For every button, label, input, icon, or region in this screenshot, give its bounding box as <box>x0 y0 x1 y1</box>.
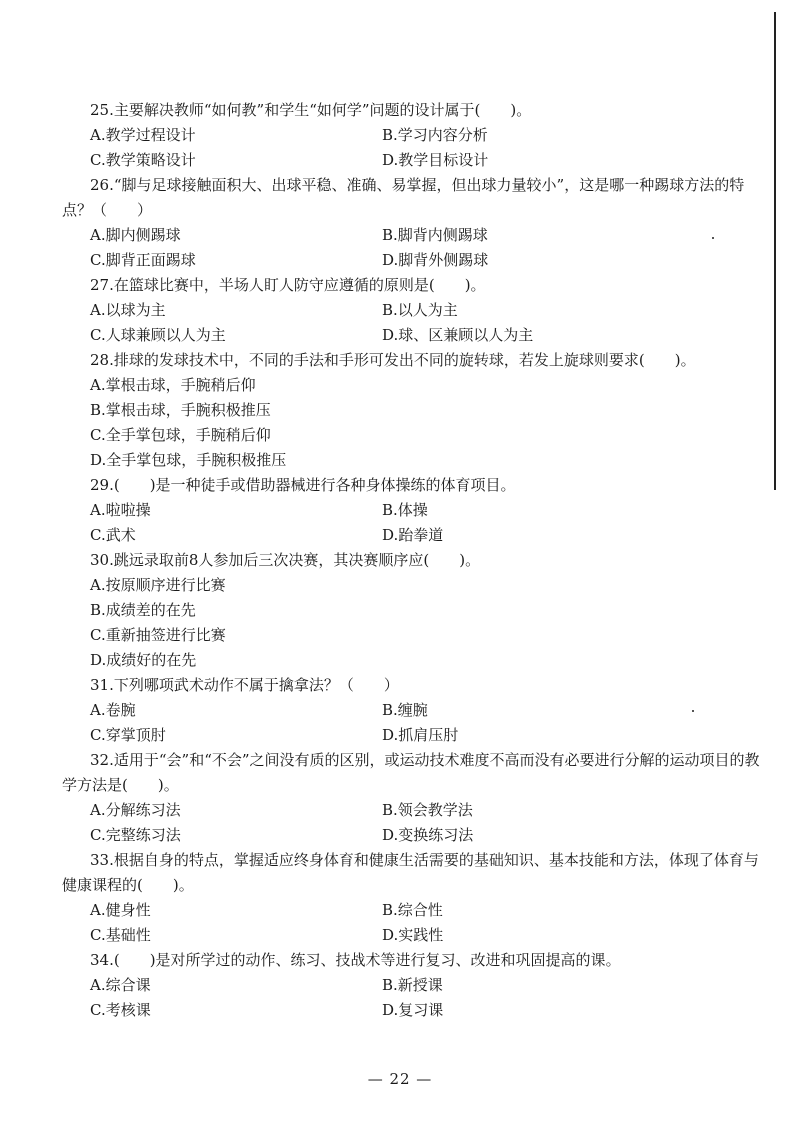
question-30 <box>62 548 772 673</box>
option-a: A.脚内侧踢球 <box>90 226 181 244</box>
options-grid <box>62 123 772 173</box>
binding-line <box>774 12 776 490</box>
option-d: D.实践性 <box>382 926 444 944</box>
question-25 <box>62 98 772 173</box>
option-b: B.学习内容分析 <box>382 126 488 144</box>
option-d: D.变换练习法 <box>382 826 474 844</box>
option-d: D.抓肩压肘 <box>382 726 459 744</box>
option-b: B.缠腕 <box>382 701 428 719</box>
option-d: D.球、区兼顾以人为主 <box>382 326 534 344</box>
option-a: A.以球为主 <box>90 301 166 319</box>
option-a: A.分解练习法 <box>90 801 181 819</box>
question-27 <box>62 273 772 348</box>
question-stem: 26.“脚与足球接触面积大、出球平稳、准确、易掌握，但出球力量较小”，这是哪一种踢球方法的特点？（ ） <box>62 176 745 219</box>
option-c: C.基础性 <box>90 926 151 944</box>
options-column <box>62 573 772 673</box>
option-c: C.考核课 <box>90 1001 151 1019</box>
option-c: C.教学策略设计 <box>90 151 196 169</box>
option-b: B.新授课 <box>382 976 443 994</box>
question-stem: 30.跳远录取前8人参加后三次决赛，其决赛顺序应( )。 <box>90 551 481 569</box>
option-d: D.全手掌包球，手腕积极推压 <box>90 451 287 469</box>
options-grid <box>62 498 772 548</box>
option-a: A.按原顺序进行比赛 <box>90 576 226 594</box>
question-stem: 28.排球的发球技术中，不同的手法和手形可发出不同的旋转球，若发上旋球则要求( )。 <box>90 351 696 369</box>
option-c: C.人球兼顾以人为主 <box>90 326 226 344</box>
option-c: C.全手掌包球，手腕稍后仰 <box>90 426 271 444</box>
option-a: A.啦啦操 <box>90 501 151 519</box>
options-grid <box>62 973 772 1023</box>
option-d: D.教学目标设计 <box>382 151 489 169</box>
question-28 <box>62 348 772 473</box>
options-grid <box>62 798 772 848</box>
option-b: B.综合性 <box>382 901 443 919</box>
question-33 <box>62 848 772 948</box>
option-a: A.掌根击球，手腕稍后仰 <box>90 376 256 394</box>
option-a: A.教学过程设计 <box>90 126 196 144</box>
option-c: C.完整练习法 <box>90 826 181 844</box>
question-26 <box>62 173 772 273</box>
option-d: D.成绩好的在先 <box>90 651 197 669</box>
option-b: B.掌根击球，手腕积极推压 <box>90 401 271 419</box>
option-b: B.脚背内侧踢球 <box>382 226 488 244</box>
question-stem: 32.适用于“会”和“不会”之间没有质的区别，或运动技术难度不高而没有必要进行分解的运动项目的教学方法是( )。 <box>62 751 760 794</box>
option-c: C.脚背正面踢球 <box>90 251 196 269</box>
question-stem: 34.( )是对所学过的动作、练习、技战术等进行复习、改进和巩固提高的课。 <box>90 951 621 969</box>
options-column <box>62 373 772 473</box>
page-number: — 22 — <box>367 1070 433 1088</box>
option-b: B.领会教学法 <box>382 801 473 819</box>
question-34 <box>62 948 772 1023</box>
option-a: A.卷腕 <box>90 701 136 719</box>
option-a: A.健身性 <box>90 901 151 919</box>
options-grid <box>62 223 772 273</box>
option-b: B.体操 <box>382 501 428 519</box>
option-c: C.穿掌顶肘 <box>90 726 166 744</box>
question-stem: 33.根据自身的特点，掌握适应终身体育和健康生活需要的基础知识、基本技能和方法，体现了体育与健康课程的( )。 <box>62 851 759 894</box>
question-stem: 25.主要解决教师“如何教”和学生“如何学”问题的设计属于( )。 <box>90 101 532 119</box>
question-stem: 27.在篮球比赛中，半场人盯人防守应遵循的原则是( )。 <box>90 276 486 294</box>
question-32 <box>62 748 772 848</box>
question-stem: 31.下列哪项武术动作不属于擒拿法？（ ） <box>90 676 399 694</box>
option-a: A.综合课 <box>90 976 151 994</box>
question-31 <box>62 673 772 748</box>
question-stem: 29.( )是一种徒手或借助器械进行各种身体操练的体育项目。 <box>90 476 516 494</box>
options-grid <box>62 298 772 348</box>
option-c: C.武术 <box>90 526 136 544</box>
question-list <box>62 98 772 1023</box>
option-b: B.成绩差的在先 <box>90 601 196 619</box>
question-29 <box>62 473 772 548</box>
options-grid <box>62 898 772 948</box>
option-d: D.复习课 <box>382 1001 444 1019</box>
options-grid <box>62 698 772 748</box>
option-b: B.以人为主 <box>382 301 458 319</box>
option-d: D.脚背外侧踢球 <box>382 251 489 269</box>
option-d: D.跆拳道 <box>382 526 444 544</box>
option-c: C.重新抽签进行比赛 <box>90 626 226 644</box>
